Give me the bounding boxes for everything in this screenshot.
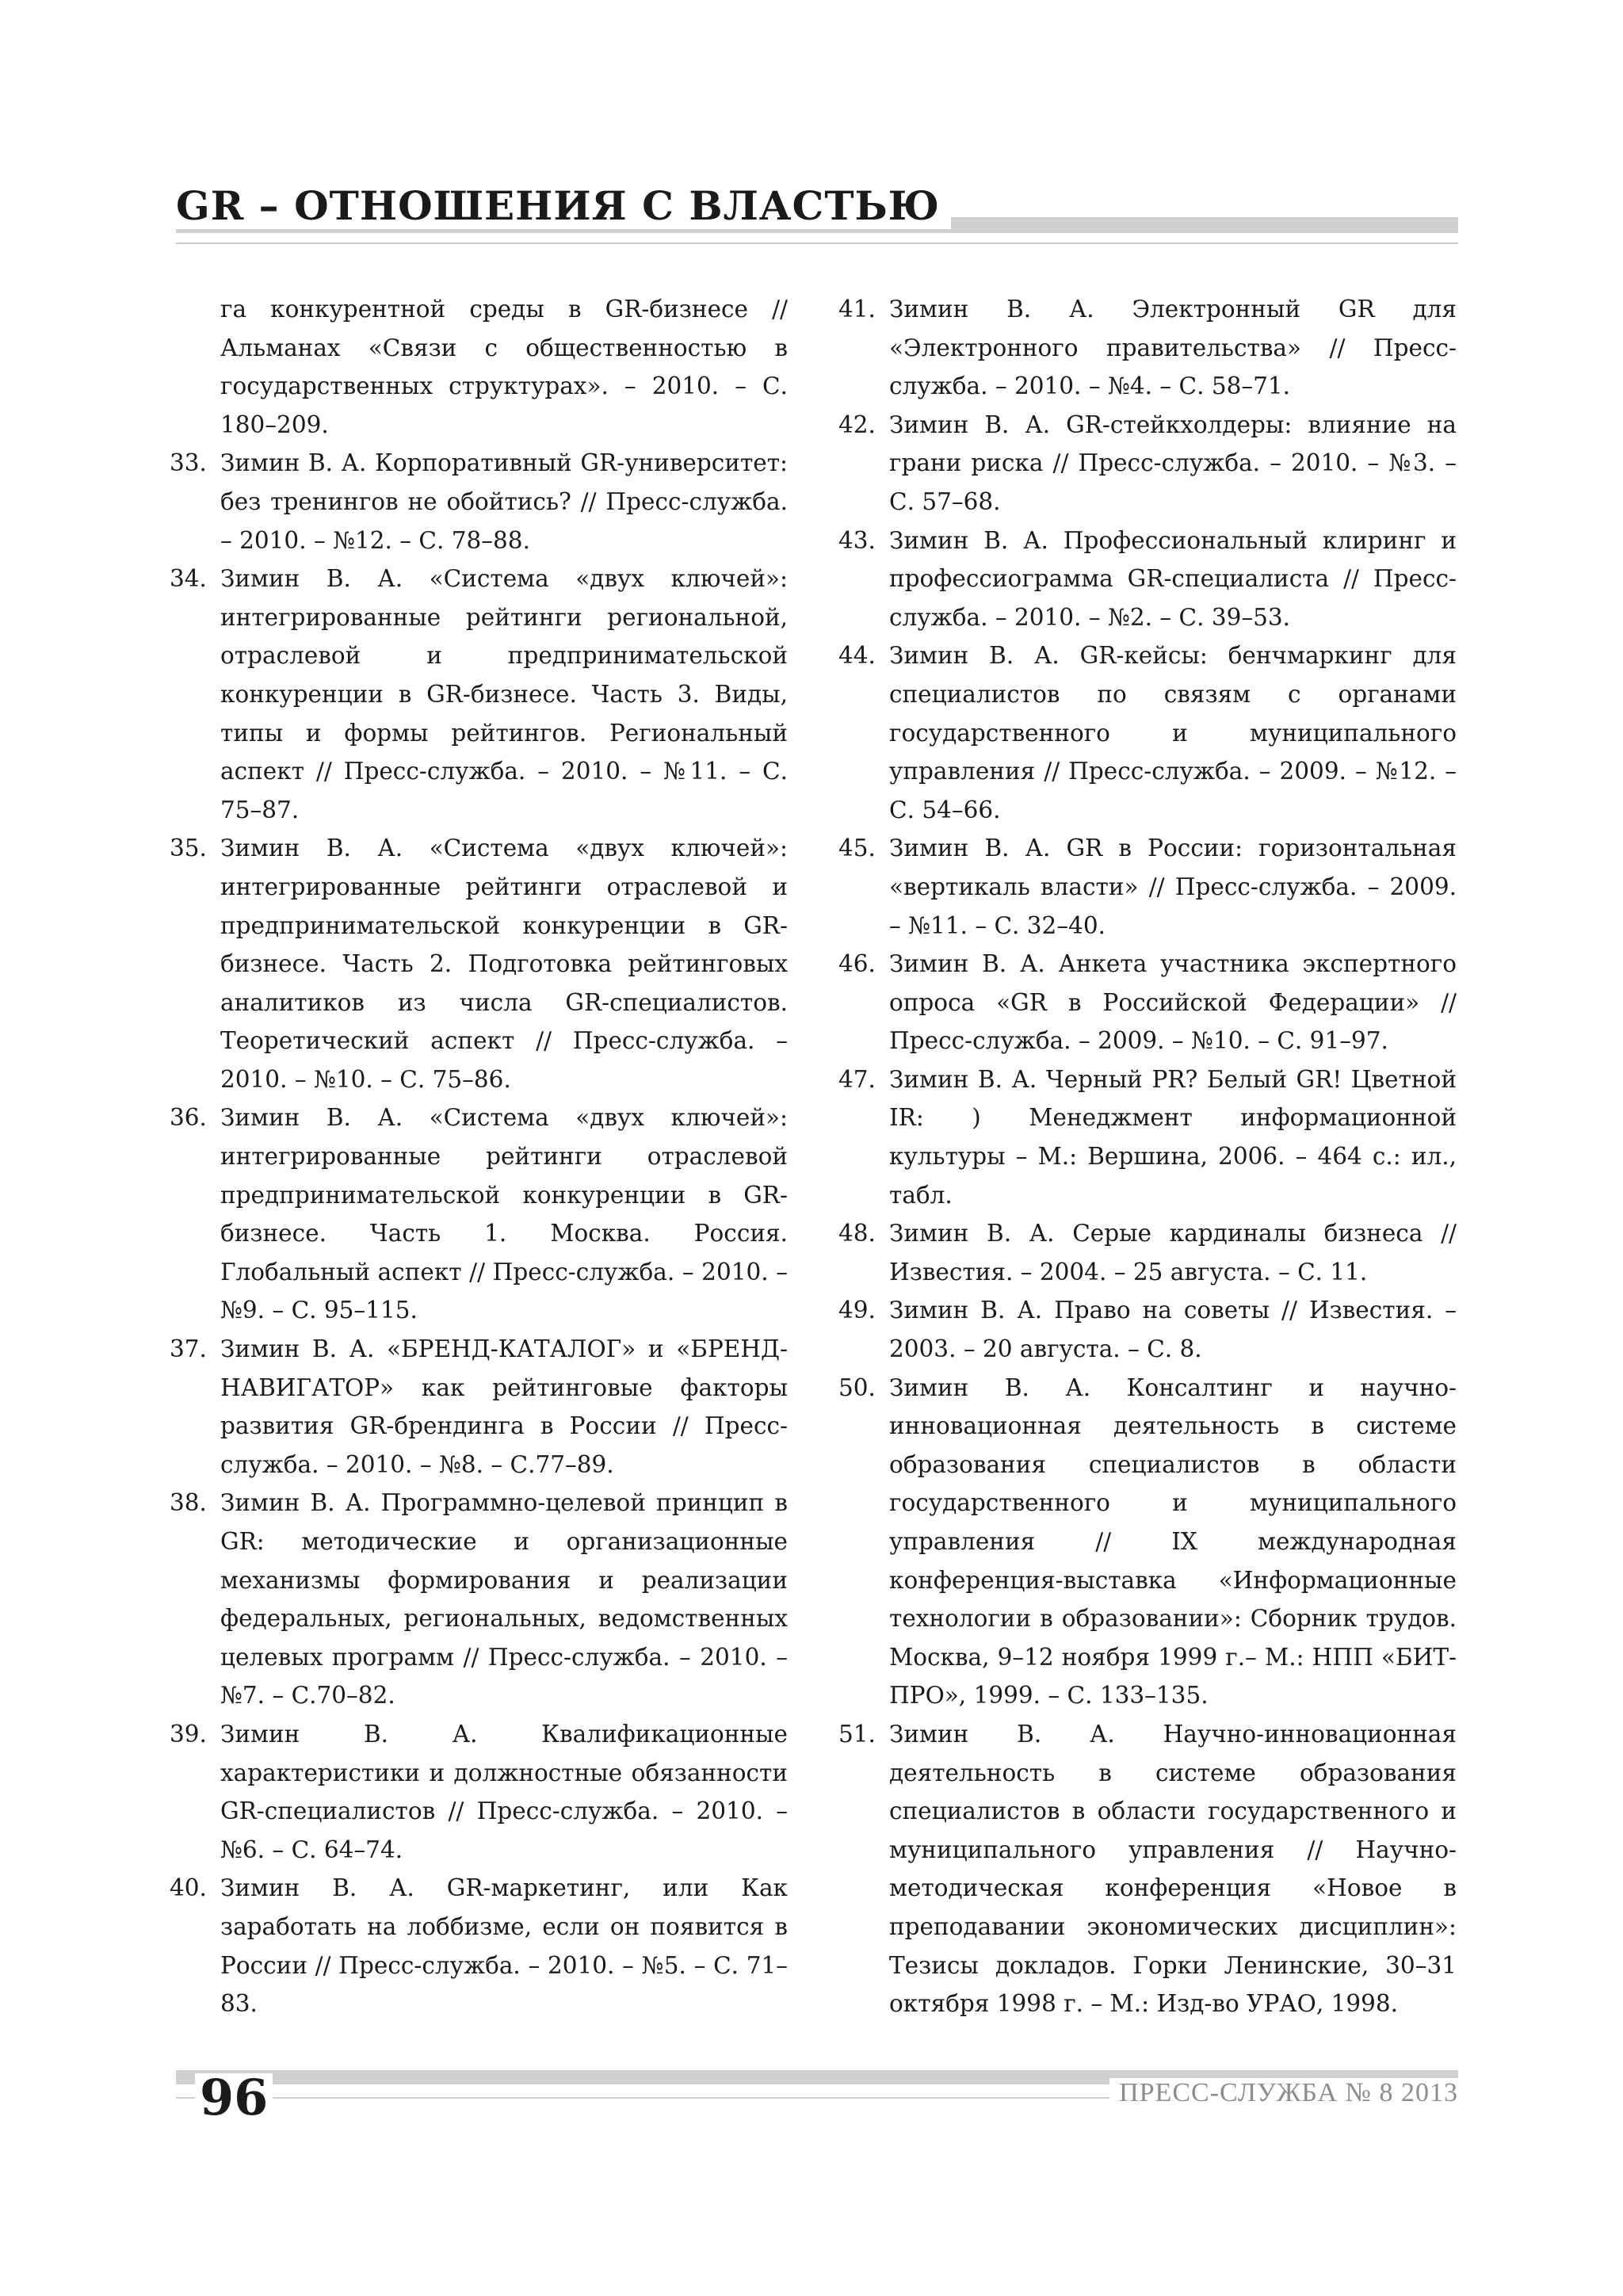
reference-text: Зимин В. А. «БРЕНД-КАТАЛОГ» и «БРЕНД-НАВИГАТОР» как рейтинговые факторы развития GR-брендинга в России // Пресс-служба. – 2010. – №8. – С.77–89. [220,1335,788,1478]
reference-item [838,521,1457,637]
reference-item [838,829,1457,945]
reference-text: Зимин В. А. «Система «двух ключей»: интегрированные рейтинги отраслевой предпринимательской конкуренции в GR-бизнесе. Часть 1. Москва. Россия. Глобальный аспект // Пресс-служба. – 2010. – №9. – С. 95–115. [220,1104,788,1324]
reference-number: 46. [838,950,876,978]
reference-item [170,1098,788,1330]
right-reference-list [838,290,1457,2023]
reference-text: Зимин В. А. Серые кардиналы бизнеса // Известия. – 2004. – 25 августа. – С. 11. [889,1220,1457,1286]
reference-item [170,444,788,560]
reference-text: Зимин В. А. Анкета участника экспертного опроса «GR в Российской Федерации» // Пресс-служба. – 2009. – №10. – С. 91–97. [889,950,1457,1055]
reference-item [170,829,788,1098]
reference-text: Зимин В. А. Консалтинг и научно-инновационная деятельность в системе образования специалистов в области государственного и муниципального управления // IX международная конференция-выставка «Информационные технологии в образовании»: Сборник трудов. Москва, 9–12 ноября 1999 г.– М.: НПП «БИТ-ПРО», 1999. – С. 133–135. [889,1373,1457,1710]
reference-number: 50. [838,1373,876,1401]
left-column [170,290,788,2023]
right-column [838,290,1457,2023]
reference-number: 42. [838,411,876,438]
reference-item [170,1869,788,2023]
reference-item [838,1715,1457,2023]
reference-text: Зимин В. А. Право на советы // Известия. – 2003. – 20 августа. – С. 8. [889,1297,1457,1363]
reference-item [170,1715,788,1869]
reference-text: Зимин В. А. Квалификационные характеристики и должностные обязанности GR-специалистов // Пресс-служба. – 2010. – №6. – С. 64–74. [220,1720,788,1863]
reference-text: Зимин В. А. GR-маркетинг, или Как заработать на лоббизме, если он появится в России // Пресс-служба. – 2010. – №5. – С. 71–83. [220,1874,788,2018]
reference-text: Зимин В. А. GR-стейкхолдеры: влияние на грани риска // Пресс-служба. – 2010. – №3. – С. 57–68. [889,411,1457,515]
reference-number: 48. [838,1220,876,1247]
reference-number: 45. [838,835,876,862]
header-rule [176,243,1458,244]
reference-number: 37. [170,1335,207,1363]
section-title: GR – ОТНОШЕНИЯ С ВЛАСТЬЮ [176,182,951,229]
reference-item [838,406,1457,521]
left-reference-list [170,444,788,2023]
reference-item [838,290,1457,406]
reference-text: Зимин В. А. Профессиональный клиринг и профессиограмма GR-специалиста // Пресс-служба. – 2010. – №2. – С. 39–53. [889,526,1457,631]
reference-number: 39. [170,1720,207,1748]
reference-text: Зимин В. А. Научно-инновационная деятельность в системе образования специалистов в области государственного и муниципального управления // Научно-методическая конференция «Новое в преподавании экономических дисциплин»: Тезисы докладов. Горки Ленинские, 30–31 октября 1998 г. – М.: Изд-во УРАО, 1998. [889,1720,1457,2018]
page-footer [176,2070,1458,2141]
reference-text: Зимин В. А. GR в России: горизонтальная «вертикаль власти» // Пресс-служба. – 2009. – №11. – С. 32–40. [889,835,1457,939]
reference-number: 41. [838,296,876,323]
reference-continuation: га конкурентной среды в GR-бизнесе // Альманах «Связи с общественностью в государственных структурах». – 2010. – С. 180–209. [220,296,788,438]
reference-number: 34. [170,565,207,593]
reference-text: Зимин В. А. Черный PR? Белый GR! Цветной IR: ) Менеджмент информационной культуры – М.: Вершина, 2006. – 464 с.: ил., табл. [889,1065,1457,1209]
reference-number: 51. [838,1720,876,1748]
reference-text: Зимин В. А. Корпоративный GR-университет: без тренингов не обойтись? // Пресс-служба. – 2010. – №12. – С. 78–88. [220,449,788,554]
reference-item [170,560,788,829]
reference-number: 40. [170,1874,207,1902]
reference-number: 44. [838,642,876,670]
reference-number: 38. [170,1489,207,1517]
reference-item [838,636,1457,829]
reference-number: 36. [170,1104,207,1132]
reference-item [838,945,1457,1060]
journal-issue: ПРЕСС-СЛУЖБА № 8 2013 [1109,2078,1458,2108]
reference-text: Зимин В. А. «Система «двух ключей»: интегрированные рейтинги региональной, отраслевой и предпринимательской конкуренции в GR-бизнесе. Часть 3. Виды, типы и формы рейтингов. Региональный аспект // Пресс-служба. – 2010. – №11. – С. 75–87. [220,565,788,823]
reference-number: 49. [838,1297,876,1324]
reference-text: Зимин В. А. Электронный GR для «Электронного правительства» // Пресс-служба. – 2010. – №4. – С. 58–71. [889,296,1457,400]
reference-number: 33. [170,449,207,477]
page-number: 96 [195,2073,273,2122]
reference-text: Зимин В. А. GR-кейсы: бенчмаркинг для специалистов по связям с органами государственного и муниципального управления // Пресс-служба. – 2009. – №12. – С. 54–66. [889,642,1457,823]
reference-item [170,1484,788,1715]
reference-item [838,1060,1457,1214]
reference-number: 47. [838,1065,876,1093]
reference-item [170,1330,788,1484]
reference-item [838,1291,1457,1368]
page-header [176,176,1458,255]
reference-item [838,1214,1457,1291]
reference-text: Зимин В. А. «Система «двух ключей»: интегрированные рейтинги отраслевой и предпринимательской конкуренции в GR-бизнесе. Часть 2. Подготовка рейтинговых аналитиков из числа GR-специалистов. Теоретический аспект // Пресс-служба. – 2010. – №10. – С. 75–86. [220,835,788,1093]
reference-number: 35. [170,835,207,862]
reference-item [838,1369,1457,1715]
reference-number: 43. [838,526,876,554]
reference-text: Зимин В. А. Программно-целевой принцип в GR: методические и организационные механизмы формирования и реализации федеральных, региональных, ведомственных целевых программ // Пресс-служба. – 2010. – №7. – С.70–82. [220,1489,788,1710]
